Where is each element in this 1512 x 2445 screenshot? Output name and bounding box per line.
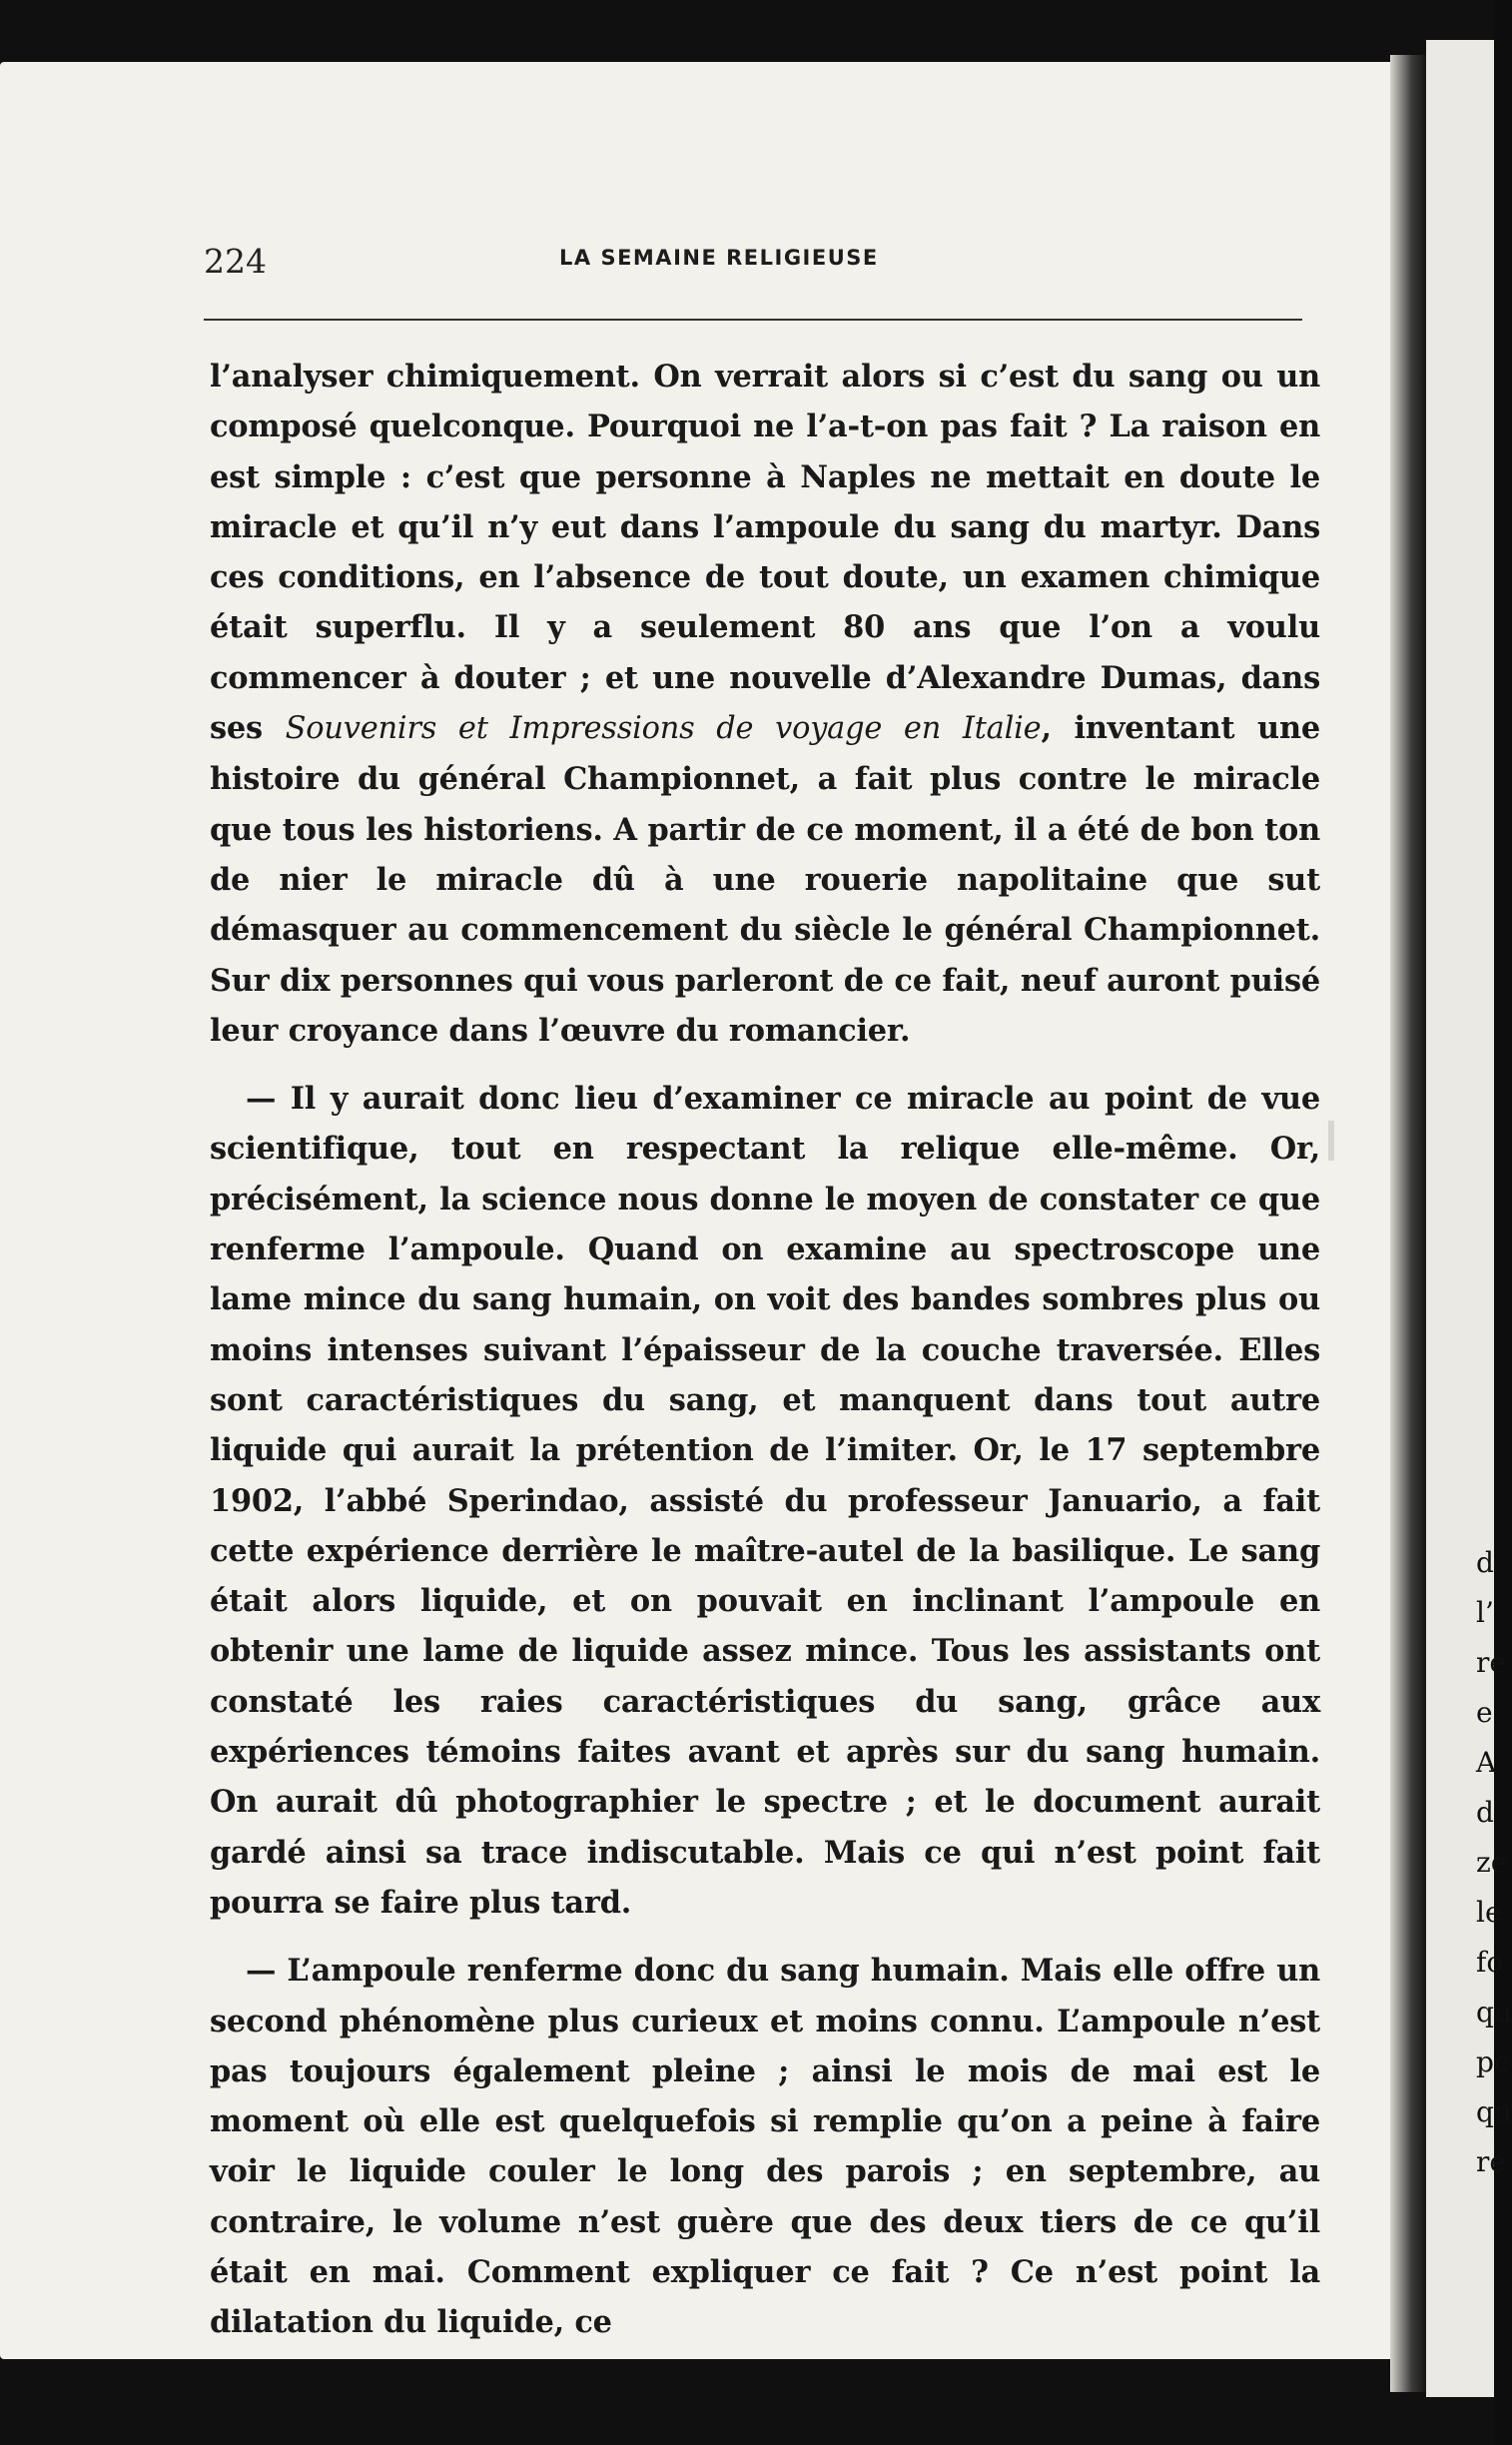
adjacent-page-letter: qu [1476, 1996, 1512, 2029]
adjacent-page-letter: re [1476, 2145, 1506, 2178]
adjacent-page-letter: e [1476, 1696, 1493, 1729]
page-gutter [1390, 55, 1426, 2392]
adjacent-page-letter: d [1476, 1796, 1494, 1829]
paragraph-1-text-b: , inventant une histoire du général Championnet, a fait plus contre le miracle que tous les historiens. A partir de ce moment, il a été de bon ton de nier le miracle dû à une rouerie napolitaine que sut démasquer au commencement du siècle le général Championnet. Sur dix personnes qui vous parleront de ce fait, neuf auront puisé leur croyance dans l’œuvre du romancier. [210, 710, 1320, 1049]
book-title-italic: Souvenirs et Impressions de voyage en Italie [285, 711, 1042, 747]
paper-speck [1328, 1121, 1334, 1161]
paragraph-1 [210, 352, 1320, 1056]
running-head [204, 238, 1302, 288]
article-body [210, 352, 1320, 2348]
adjacent-page-letter: ze [1476, 1846, 1508, 1879]
adjacent-page-letter: d [1476, 1546, 1494, 1579]
adjacent-page-letter: qu [1476, 2095, 1512, 2128]
adjacent-page-letter: le [1476, 1896, 1502, 1929]
paragraph-2: — Il y aurait donc lieu d’examiner ce miracle au point de vue scientifique, tout en respectant la relique elle-même. Or, précisément, la science nous donne le moyen de constater ce que renferme l’ampoule. Quand on examine au spectroscope une lame mince du sang humain, on voit des bandes sombres plus ou moins intenses suivant l’épaisseur de la couche traversée. Elles sont caractéristiques du sang, et manquent dans tout autre liquide qui aurait la prétention de l’imiter. Or, le 17 septembre 1902, l’abbé Sperindao, assisté du professeur Januario, a fait cette expérience derrière le maître-autel de la basilique. Le sang était alors liquide, et on pouvait en inclinant l’ampoule en obtenir une lame de liquide assez mince. Tous les assistants ont constaté les raies caractéristiques du sang, grâce aux expériences témoins faites avant et après sur du sang humain. On aurait dû photographier le spectre ; et le document aurait gardé ainsi sa trace indiscutable. Mais ce qui n’est point fait pourra se faire plus tard. [210, 1081, 1320, 1921]
adjacent-page-letter: pc [1476, 2045, 1510, 2078]
header-rule [204, 319, 1302, 321]
adjacent-page-text [1476, 1538, 1512, 2187]
page-number: 224 [204, 242, 267, 281]
journal-title: LA SEMAINE RELIGIEUSE [559, 246, 879, 270]
paragraph-1-text-a: l’analyser chimiquement. On verrait alors si c’est du sang ou un composé quelconque. Pourquoi ne l’a-t-on pas fait ? La raison en est simple : c’est que personne à Naples ne mettait en doute le miracle et qu’il n’y eut dans l’ampoule du sang du martyr. Dans ces conditions, en l’absence de tout doute, un examen chimique était superflu. Il y a seulement 80 ans que l’on a voulu commencer à douter ; et une nouvelle d’Alexandre Dumas, dans ses [210, 359, 1320, 747]
adjacent-page-letter: l’ [1476, 1596, 1494, 1629]
paragraph-3: — L’ampoule renferme donc du sang humain. Mais elle offre un second phénomène plus curieux et moins connu. L’ampoule n’est pas toujours également pleine ; ainsi le mois de mai est le moment où elle est quelquefois si remplie qu’on a peine à faire voir le liquide couler le long des parois ; en septembre, au contraire, le volume n’est guère que des deux tiers de ce qu’il était en mai. Comment expliquer ce fait ? Ce n’est point la dilatation du liquide, ce [210, 1953, 1320, 2341]
adjacent-page-letter: re [1476, 1646, 1506, 1679]
adjacent-page-letter: A [1476, 1746, 1497, 1779]
adjacent-page-letter: fo [1476, 1946, 1504, 1979]
